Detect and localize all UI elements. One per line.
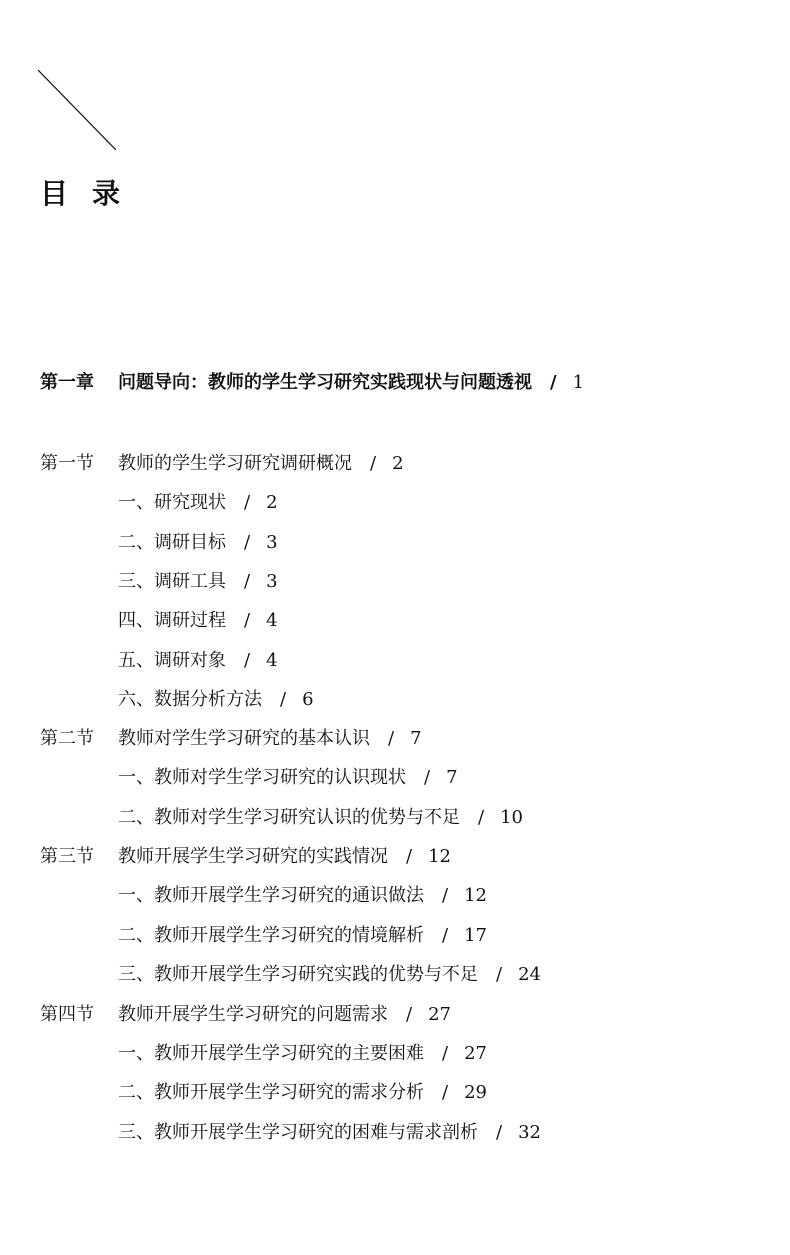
page-separator: / (424, 767, 431, 788)
page-number: 3 (266, 532, 278, 553)
page-number: 17 (464, 925, 487, 946)
decorative-diagonal-line (38, 70, 116, 150)
page-separator: / (406, 846, 413, 867)
page-separator: / (442, 1082, 449, 1103)
page-number: 27 (464, 1043, 487, 1064)
page-separator: / (388, 728, 395, 749)
toc-heading-char: 目 (40, 177, 69, 210)
item-title: 三、教师开展学生学习研究的困难与需求剖析 (118, 1122, 478, 1143)
toc-item-entry[interactable] (118, 491, 278, 515)
page-number: 7 (410, 728, 422, 749)
toc-item-entry[interactable] (118, 570, 278, 594)
page-number: 4 (266, 610, 278, 631)
page-separator: / (496, 964, 503, 985)
toc-item-entry[interactable] (118, 766, 458, 790)
item-title: 一、教师开展学生学习研究的通识做法 (118, 885, 424, 906)
page-separator: / (370, 453, 377, 474)
page-separator: / (244, 571, 251, 592)
page-separator: / (406, 1004, 413, 1025)
item-title: 一、研究现状 (118, 492, 226, 513)
page-number: 1 (572, 372, 585, 393)
page-separator: / (244, 532, 251, 553)
toc-section-entry[interactable] (40, 1003, 451, 1027)
toc-item-entry[interactable] (118, 1121, 541, 1145)
page-number: 3 (266, 571, 278, 592)
item-title: 二、教师开展学生学习研究的情境解析 (118, 925, 424, 946)
section-label: 第四节 (40, 1004, 94, 1025)
page-number: 4 (266, 650, 278, 671)
section-title: 教师对学生学习研究的基本认识 (118, 728, 370, 749)
toc-item-entry[interactable] (118, 688, 314, 712)
item-title: 三、调研工具 (118, 571, 226, 592)
item-title: 三、教师开展学生学习研究实践的优势与不足 (118, 964, 478, 985)
toc-item-entry[interactable] (118, 963, 541, 987)
section-title: 教师的学生学习研究调研概况 (118, 453, 352, 474)
toc-item-entry[interactable] (118, 1042, 487, 1066)
page-separator: / (244, 492, 251, 513)
page-separator: / (244, 610, 251, 631)
item-title: 一、教师对学生学习研究的认识现状 (118, 767, 406, 788)
page-number: 12 (464, 885, 487, 906)
page-number: 2 (266, 492, 278, 513)
page-number: 24 (518, 964, 541, 985)
page-separator: / (244, 650, 251, 671)
item-title: 一、教师开展学生学习研究的主要困难 (118, 1043, 424, 1064)
page-separator: / (280, 689, 287, 710)
page-separator: / (442, 1043, 449, 1064)
page-separator: / (550, 372, 557, 393)
item-title: 二、教师开展学生学习研究的需求分析 (118, 1082, 424, 1103)
toc-item-entry[interactable] (118, 884, 487, 908)
section-title: 教师开展学生学习研究的问题需求 (118, 1004, 388, 1025)
section-label: 第三节 (40, 846, 94, 867)
toc-item-entry[interactable] (118, 531, 278, 555)
item-title: 六、数据分析方法 (118, 689, 262, 710)
page-number: 32 (518, 1122, 541, 1143)
chapter-title: 问题导向：教师的学生学习研究实践现状与问题透视 (118, 372, 532, 393)
item-title: 二、教师对学生学习研究认识的优势与不足 (118, 807, 460, 828)
page-number: 7 (446, 767, 458, 788)
item-title: 四、调研过程 (118, 610, 226, 631)
toc-section-entry[interactable] (40, 452, 404, 476)
page-separator: / (496, 1122, 503, 1143)
item-title: 五、调研对象 (118, 650, 226, 671)
toc-item-entry[interactable] (118, 609, 278, 633)
item-title: 二、调研目标 (118, 532, 226, 553)
section-title: 教师开展学生学习研究的实践情况 (118, 846, 388, 867)
toc-chapter-entry[interactable] (40, 371, 584, 395)
page-number: 29 (464, 1082, 487, 1103)
section-label: 第二节 (40, 728, 94, 749)
page-number: 12 (428, 846, 451, 867)
page-separator: / (478, 807, 485, 828)
section-label: 第一节 (40, 453, 94, 474)
page-number: 6 (302, 689, 314, 710)
page-separator: / (442, 925, 449, 946)
page-number: 2 (392, 453, 404, 474)
chapter-label: 第一章 (40, 372, 94, 393)
toc-heading (40, 176, 120, 212)
toc-section-entry[interactable] (40, 727, 422, 751)
page-separator: / (442, 885, 449, 906)
toc-item-entry[interactable] (118, 924, 487, 948)
toc-section-entry[interactable] (40, 845, 451, 869)
toc-heading-char: 录 (92, 177, 121, 210)
toc-item-entry[interactable] (118, 806, 523, 830)
toc-item-entry[interactable] (118, 649, 278, 673)
page-number: 10 (500, 807, 523, 828)
page-number: 27 (428, 1004, 451, 1025)
toc-item-entry[interactable] (118, 1081, 487, 1105)
